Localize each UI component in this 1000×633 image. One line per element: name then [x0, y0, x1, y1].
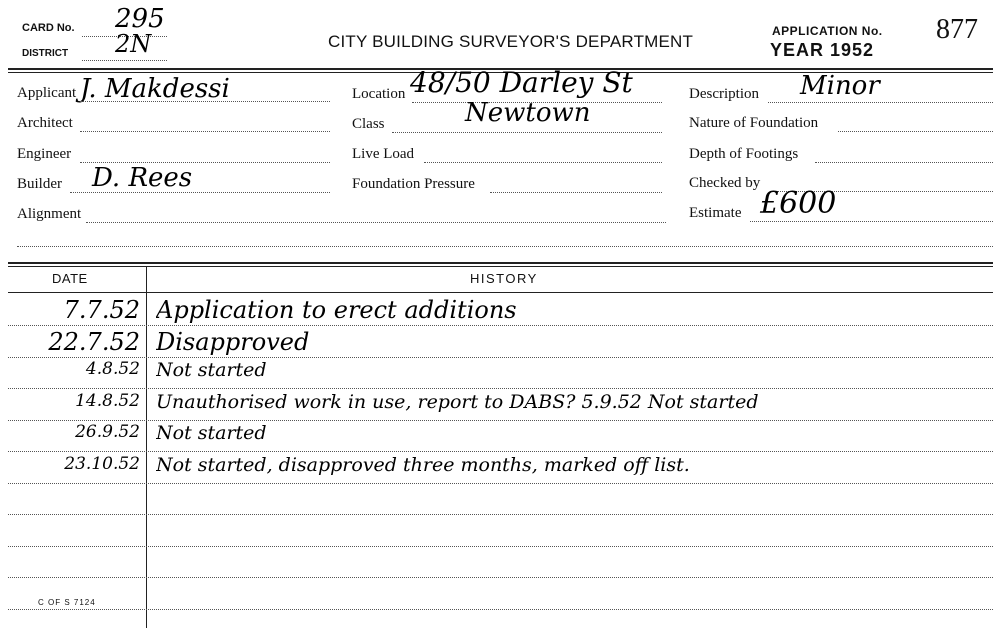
history-date: 22.7.52 [48, 327, 140, 356]
history-row-line [8, 514, 993, 515]
applicant-label: Applicant [17, 85, 77, 101]
history-text: Disapproved [156, 327, 310, 356]
foundation-pressure-label: Foundation Pressure [352, 176, 475, 192]
application-no-label: APPLICATION No. [772, 24, 883, 38]
depth-of-footings-line [815, 162, 993, 163]
location-value: 48/50 Darley St [410, 66, 633, 99]
history-row-line [8, 609, 993, 610]
builder-line [70, 192, 330, 193]
history-row-line [8, 483, 993, 484]
extra-line [17, 246, 993, 247]
nature-of-foundation-line [838, 131, 993, 132]
builder-value: D. Rees [92, 163, 193, 193]
history-rule-second [8, 266, 993, 267]
live-load-line [424, 162, 662, 163]
history-row-line [8, 577, 993, 578]
architect-label: Architect [17, 115, 73, 131]
class-label: Class [352, 116, 385, 132]
depth-of-footings-label: Depth of Footings [689, 146, 799, 162]
location-suburb-value: Newtown [465, 98, 591, 128]
history-row-line [8, 546, 993, 547]
builder-label: Builder [17, 176, 62, 192]
foundation-pressure-line [490, 192, 662, 193]
alignment-label: Alignment [17, 206, 82, 222]
estimate-value: £600 [760, 186, 837, 221]
architect-line [80, 131, 330, 132]
history-header-rule [8, 292, 993, 293]
application-no-value: 877 [936, 14, 978, 45]
card-no-value: 295 [115, 4, 165, 34]
description-line [768, 102, 993, 103]
date-column-divider [146, 266, 147, 628]
nature-of-foundation-label: Nature of Foundation [689, 115, 819, 131]
alignment-line [86, 222, 666, 223]
history-date: 26.9.52 [75, 422, 140, 442]
history-row-line [8, 420, 993, 421]
history-date: 23.10.52 [64, 453, 140, 474]
department-title: CITY BUILDING SURVEYOR'S DEPARTMENT [328, 32, 694, 51]
year-label: YEAR 1952 [770, 40, 875, 60]
applicant-value: J. Makdessi [80, 74, 230, 104]
history-row-line [8, 357, 993, 358]
form-code: C OF S 7124 [38, 598, 96, 607]
district-label: DISTRICT [22, 48, 69, 59]
history-date: 7.7.52 [63, 296, 140, 324]
applicant-line [80, 101, 330, 102]
location-label: Location [352, 86, 406, 102]
history-header: HISTORY [470, 271, 538, 286]
history-text: Not started [156, 422, 267, 444]
district-line [82, 60, 167, 61]
card-no-label: CARD No. [22, 22, 75, 34]
history-date: 4.8.52 [85, 359, 140, 379]
history-row-line [8, 388, 993, 389]
description-value: Minor [800, 71, 880, 101]
history-text: Not started [156, 359, 267, 381]
history-row-line [8, 451, 993, 452]
live-load-label: Live Load [352, 146, 415, 162]
district-value: 2N [115, 30, 152, 58]
history-text: Unauthorised work in use, report to DABS? 5.9.52 Not started [156, 390, 759, 413]
estimate-line [750, 221, 993, 222]
engineer-label: Engineer [17, 146, 72, 162]
checked-by-label: Checked by [689, 175, 761, 191]
history-row-line [8, 325, 993, 326]
estimate-label: Estimate [689, 205, 742, 221]
class-line [392, 132, 662, 133]
description-label: Description [689, 86, 759, 102]
history-text: Not started, disapproved three months, marked off list. [156, 453, 690, 476]
history-date: 14.8.52 [75, 390, 140, 411]
history-text: Application to erect additions [156, 296, 517, 324]
history-rule-top [8, 262, 993, 264]
date-header: DATE [52, 271, 88, 286]
